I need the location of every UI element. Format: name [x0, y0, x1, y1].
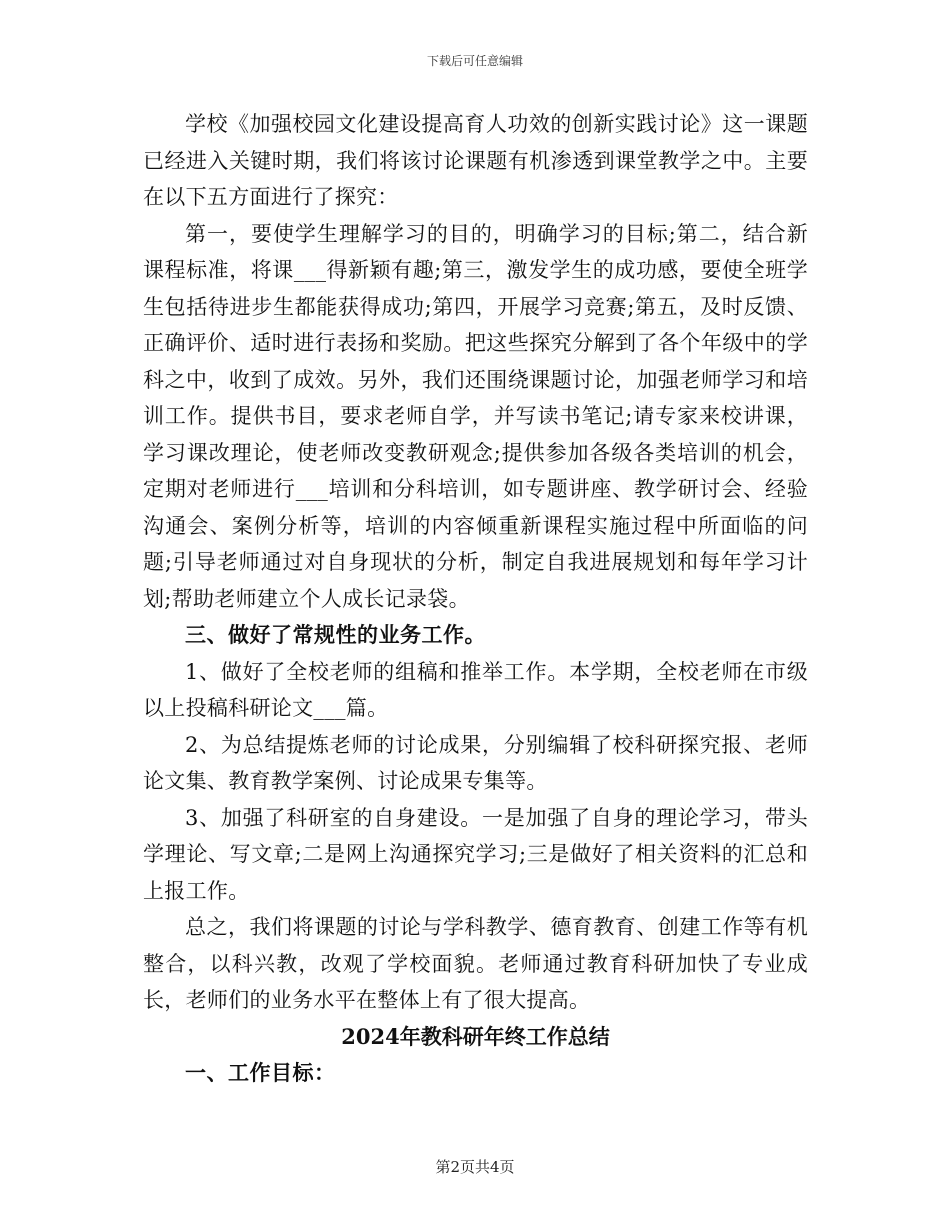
paragraph-exploration: 第一，要使学生理解学习的目的，明确学习的目标;第二，结合新课程标准，将课___得新颖有趣;第三，激发学生的成功感，要使全班学生包括待进步生都能获得成功;第四，开展学习竞赛;第五，及时反馈、正确评价、适时进行表扬和奖励。把这些探究分解到了各个年级中的学科之中，收到了成效。另外，我们还围绕课题讨论，加强老师学习和培训工作。提供书目，要求老师自学，并写读书笔记;请专家来校讲课，学习课改理论，使老师改变教研观念;提供参加各级各类培训的机会，定期对老师进行___培训和分科培训，如专题讲座、教学研讨会、经验沟通会、案例分析等，培训的内容倾重新课程实施过程中所面临的问题;引导老师通过对自身现状的分析，制定自我进展规划和每年学习计划;帮助老师建立个人成长记录袋。: [143, 221, 808, 611]
document-body: [143, 106, 808, 1092]
paragraph-item-3: 3、加强了科研室的自身建设。一是加强了自身的理论学习，带头学理论、写文章;二是网上沟通探究学习;三是做好了相关资料的汇总和上报工作。: [143, 805, 808, 903]
paragraph-item-2: 2、为总结提炼老师的讨论成果，分别编辑了校科研探究报、老师论文集、教育教学案例、讨论成果专集等。: [143, 732, 808, 793]
section-heading-goals: 一、工作目标：: [185, 1060, 336, 1085]
page-number: 第2页共4页: [435, 1158, 515, 1176]
section-heading-routine-work: 三、做好了常规性的业务工作。: [185, 622, 486, 647]
page-header: 下载后可任意编辑: [426, 54, 523, 68]
paragraph-item-1: 1、做好了全校老师的组稿和推举工作。本学期，全校老师在市级以上投稿科研论文___篇。: [143, 659, 808, 720]
document-title: 2024年教科研年终工作总结: [341, 1023, 610, 1049]
paragraph-intro: 学校《加强校园文化建设提高育人功效的创新实践讨论》这一课题已经进入关键时期，我们将该讨论课题有机渗透到课堂教学之中。主要在以下五方面进行了探究：: [143, 112, 808, 209]
paragraph-summary: 总之，我们将课题的讨论与学科教学、德育教育、创建工作等有机整合，以科兴教，改观了学校面貌。老师通过教育科研加快了专业成长，老师们的业务水平在整体上有了很大提高。: [143, 915, 808, 1012]
